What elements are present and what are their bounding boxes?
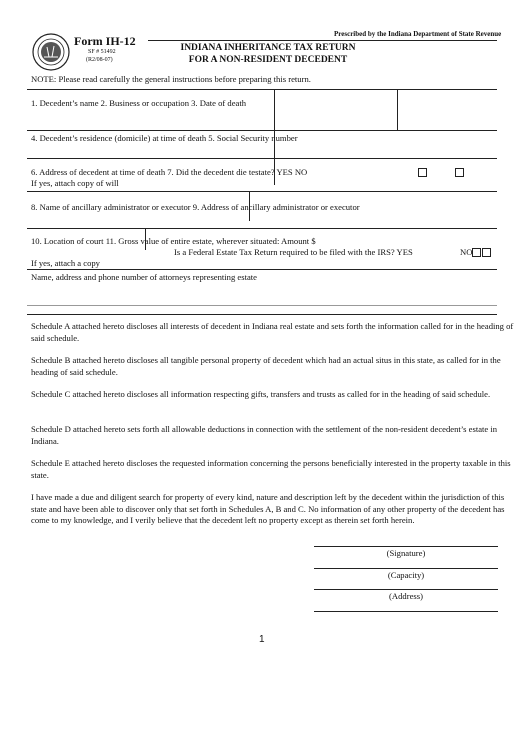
field-court-gross-value[interactable]: 10. Location of court 11. Gross value of entire estate, wherever situated: Amount $: [31, 236, 316, 246]
sf-number: SF # 51492: [88, 49, 116, 55]
prescribed-by: Prescribed by the Indiana Department of State Revenue: [334, 30, 502, 38]
federal-return-question: Is a Federal Estate Tax Return required to be filed with the IRS? YES: [174, 247, 413, 257]
field-attorneys[interactable]: Name, address and phone number of attorneys representing estate: [31, 272, 257, 282]
schedule-c: Schedule C attached hereto discloses all information respecting gifts, transfers and trusts as called for in the heading of said schedule.: [31, 389, 491, 399]
title-line-2: FOR A NON-RESIDENT DECEDENT: [188, 55, 348, 65]
attorney-line: [27, 305, 497, 306]
will-note: If yes, attach copy of will: [31, 178, 119, 188]
grid-line: [27, 228, 497, 229]
form-title: [148, 42, 388, 66]
grid-line: [27, 130, 497, 131]
grid-line: [27, 191, 497, 192]
federal-yes-checkbox[interactable]: [472, 248, 481, 257]
schedule-e: Schedule E attached hereto discloses the requested information concerning the persons beneficially interested in the property taxable in this state.: [31, 458, 511, 480]
federal-no-label: NO: [460, 247, 473, 257]
revision-date: (R2/08-07): [86, 57, 113, 63]
signature-line[interactable]: [314, 546, 498, 547]
field-administrator[interactable]: 8. Name of ancillary administrator or executor 9. Address of ancillary administrator or executor: [31, 202, 360, 212]
state-seal: [32, 33, 70, 71]
testate-yes-checkbox[interactable]: [418, 168, 427, 177]
address-line[interactable]: [314, 589, 498, 590]
address-label: (Address): [389, 591, 423, 601]
field-address-testate[interactable]: 6. Address of decedent at time of death 7. Did the decedent die testate? YES NO: [31, 167, 308, 177]
testate-no-checkbox[interactable]: [455, 168, 464, 177]
header-rule: [148, 40, 497, 41]
page-number: 1: [259, 634, 265, 645]
seal-icon: [32, 33, 70, 71]
capacity-label: (Capacity): [387, 570, 425, 580]
federal-no-checkbox[interactable]: [482, 248, 491, 257]
schedule-b: Schedule B attached hereto discloses all tangible personal property of decedent which had an actual situs in this state, as called for in the heading of said schedule.: [31, 355, 501, 377]
grid-line: [27, 158, 497, 159]
grid-line: [27, 269, 497, 270]
form-number: Form IH-12: [74, 34, 136, 48]
federal-attach-note: If yes, attach a copy: [31, 258, 100, 268]
signature-label: (Signature): [386, 548, 426, 558]
address-line-2[interactable]: [314, 611, 498, 612]
grid-line: [397, 89, 398, 131]
grid-line: [27, 89, 497, 90]
schedule-d: Schedule D attached hereto sets forth all allowable deductions in connection with the settlement of the non-resident decedent’s estate in Indiana.: [31, 424, 498, 446]
grid-line: [274, 89, 275, 159]
field-name-occupation-death[interactable]: 1. Decedent’s name 2. Business or occupation 3. Date of death: [31, 98, 247, 108]
note: NOTE: Please read carefully the general instructions before preparing this return.: [31, 74, 311, 84]
declaration: I have made a due and diligent search for property of every kind, nature and description left by the decedent within the jurisdiction of this state and have been able to discover only that set forth in Schedules A, B and C. No information of any other property of the decedent has come to my knowledge, and I verily believe that the decedent left no property except as therein set forth herein.: [31, 492, 505, 525]
field-residence-ssn[interactable]: 4. Decedent’s residence (domicile) at time of death 5. Social Security number: [31, 133, 298, 143]
capacity-line[interactable]: [314, 568, 498, 569]
grid-line: [27, 314, 497, 315]
title-line-1: INDIANA INHERITANCE TAX RETURN: [180, 43, 356, 53]
schedule-a: Schedule A attached hereto discloses all interests of decedent in Indiana real estate and sets forth the information called for in the heading of said schedule.: [31, 321, 514, 343]
